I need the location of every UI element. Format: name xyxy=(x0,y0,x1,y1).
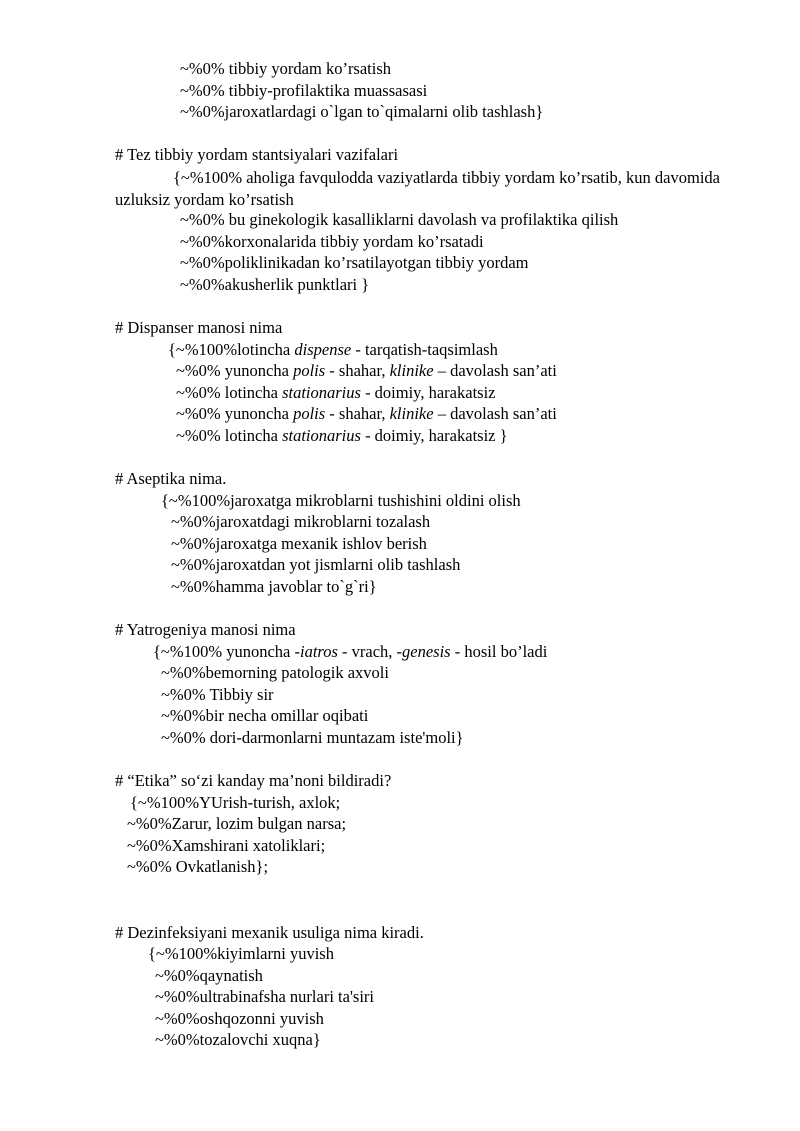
correct-answer: {~%100%kiyimlarni yuvish xyxy=(148,944,334,963)
answer-option: ~%0%jaroxatlardagi o`lgan to`qimalarni olib tashlash} xyxy=(180,102,544,121)
answer-option: ~%0%bemorning patologik axvoli xyxy=(161,663,389,682)
answer-option: ~%0% yunoncha polis - shahar, klinike – davolash san’ati xyxy=(176,404,557,423)
answer-option: ~%0% lotincha stationarius - doimiy, harakatsiz } xyxy=(176,426,508,445)
correct-answer: {~%100%jaroxatga mikroblarni tushishini oldini olish xyxy=(161,491,521,510)
answer-option: ~%0%hamma javoblar to`g`ri} xyxy=(171,577,377,596)
question-heading: # Dispanser manosi nima xyxy=(115,318,283,337)
correct-answer: {~%100%YUrish-turish, axlok; xyxy=(130,793,341,812)
answer-option: ~%0%oshqozonni yuvish xyxy=(155,1009,324,1028)
answer-option: ~%0% yunoncha polis - shahar, klinike – davolash san’ati xyxy=(176,361,557,380)
answer-option: ~%0% dori-darmonlarni muntazam iste'moli} xyxy=(161,728,464,747)
answer-option: ~%0%ultrabinafsha nurlari ta'siri xyxy=(155,987,374,1006)
answer-option: ~%0%poliklinikadan ko’rsatilayotgan tibbiy yordam xyxy=(180,253,529,272)
question-heading: # “Etika” so‘zi kanday ma’noni bildiradi? xyxy=(115,771,392,790)
question-heading: # Tez tibbiy yordam stantsiyalari vazifalari xyxy=(115,145,399,164)
question-heading: # Dezinfeksiyani mexanik usuliga nima kiradi. xyxy=(115,923,424,942)
answer-option: ~%0%Zarur, lozim bulgan narsa; xyxy=(127,814,347,833)
answer-option: ~%0% tibbiy-profilaktika muassasasi xyxy=(180,81,428,100)
correct-answer: {~%100% yunoncha -iatros - vrach, -genesis - hosil bo’ladi xyxy=(153,642,548,661)
answer-option: ~%0%Xamshirani xatoliklari; xyxy=(127,836,326,855)
answer-option: ~%0% lotincha stationarius - doimiy, harakatsiz xyxy=(176,383,496,402)
answer-option: ~%0%jaroxatga mexanik ishlov berish xyxy=(171,534,427,553)
question-heading: # Aseptika nima. xyxy=(115,469,227,488)
answer-option: ~%0%jaroxatdagi mikroblarni tozalash xyxy=(171,512,431,531)
correct-answer: {~%100%lotincha dispense - tarqatish-taqsimlash xyxy=(168,340,498,359)
question-heading: # Yatrogeniya manosi nima xyxy=(115,620,296,639)
answer-option: ~%0%bir necha omillar oqibati xyxy=(161,706,369,725)
answer-option: ~%0%tozalovchi xuqna} xyxy=(155,1030,321,1049)
answer-option: ~%0%jaroxatdan yot jismlarni olib tashlash xyxy=(171,555,461,574)
answer-option: ~%0%akusherlik punktlari } xyxy=(180,275,370,294)
answer-option: ~%0% bu ginekologik kasalliklarni davolash va profilaktika qilish xyxy=(180,210,619,229)
correct-answer: {~%100% aholiga favqulodda vaziyatlarda tibbiy yordam ko’rsatib, kun davomida uzluksiz yordam ko’rsatish xyxy=(115,168,720,209)
answer-option: ~%0%qaynatish xyxy=(155,966,263,985)
answer-option: ~%0%korxonalarida tibbiy yordam ko’rsatadi xyxy=(180,232,484,251)
answer-option: ~%0% Ovkatlanish}; xyxy=(127,857,269,876)
answer-option: ~%0% Tibbiy sir xyxy=(161,685,274,704)
answer-option: ~%0% tibbiy yordam ko’rsatish xyxy=(180,59,392,78)
